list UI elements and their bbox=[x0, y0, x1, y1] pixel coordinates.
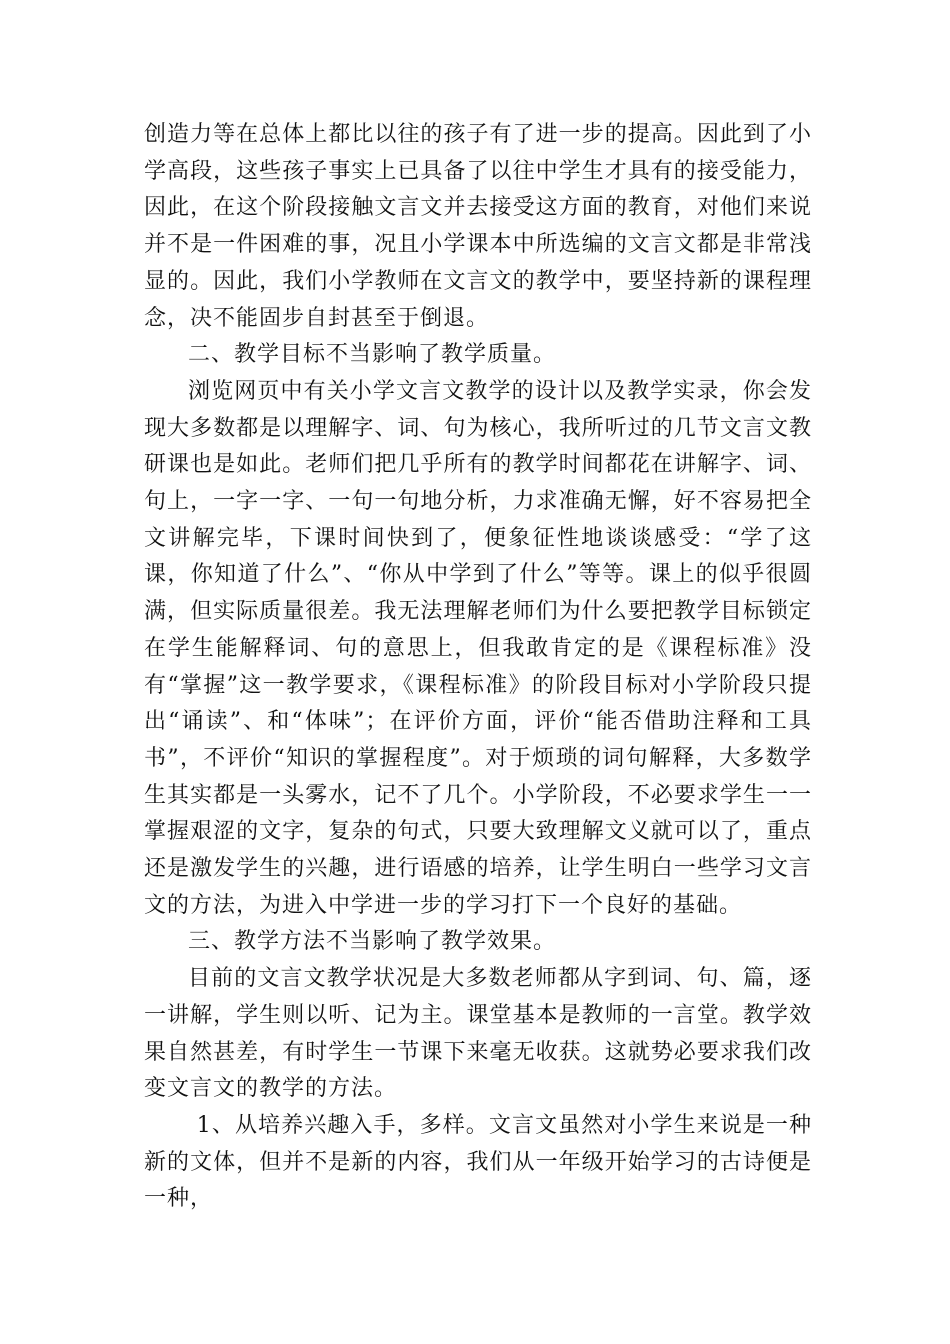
paragraph-interest-method: 1、从培养兴趣入手，多样。文言文虽然对小学生来说是一种新的文体，但并不是新的内容，我们从一年级开始学习的古诗便是一种， bbox=[144, 1112, 812, 1212]
document-body bbox=[144, 117, 812, 1218]
section-heading-teaching-methods: 三、教学方法不当影响了教学效果。 bbox=[188, 929, 557, 955]
paragraph-intro-continuation: 创造力等在总体上都比以往的孩子有了进一步的提高。因此到了小学高段，这些孩子事实上已具备了以往中学生才具有的接受能力，因此，在这个阶段接触文言文并去接受这方面的教育，对他们来说并不是一件困难的事，况且小学课本中所选编的文言文都是非常浅显的。因此，我们小学教师在文言文的教学中，要坚持新的课程理念，决不能固步自封甚至于倒退。 bbox=[144, 122, 812, 331]
section-heading-teaching-goals: 二、教学目标不当影响了教学质量。 bbox=[188, 342, 557, 368]
paragraph-teaching-methods: 目前的文言文教学状况是大多数老师都从字到词、句、篇，逐一讲解，学生则以听、记为主。课堂基本是教师的一言堂。教学效果自然甚差，有时学生一节课下来毫无收获。这就势必要求我们改变文言文的教学的方法。 bbox=[144, 966, 812, 1102]
paragraph-teaching-goals: 浏览网页中有关小学文言文教学的设计以及教学实录，你会发现大多数都是以理解字、词、句为核心，我所听过的几节文言文教研课也是如此。老师们把几乎所有的教学时间都花在讲解字、词、句上，一字一字、一句一句地分析，力求准确无懈，好不容易把全文讲解完毕，下课时间快到了，便象征性地谈谈感受：“学了这课，你知道了什么”、“你从中学到了什么”等等。课上的似乎很圆满，但实际质量很差。我无法理解老师们为什么要把教学目标锁定在学生能解释词、句的意思上，但我敢肯定的是《课程标准》没有“掌握”这一教学要求，《课程标准》的阶段目标对小学阶段只提出“诵读”、和“体味”；在评价方面，评价“能否借助注释和工具书”，不评价“知识的掌握程度”。对于烦琐的词句解释，大多数学生其实都是一头雾水，记不了几个。小学阶段，不必要求学生一一掌握艰涩的文字，复杂的句式，只要大致理解文义就可以了，重点还是激发学生的兴趣，进行语感的培养，让学生明白一些学习文言文的方法，为进入中学进一步的学习打下一个良好的基础。 bbox=[144, 378, 812, 918]
